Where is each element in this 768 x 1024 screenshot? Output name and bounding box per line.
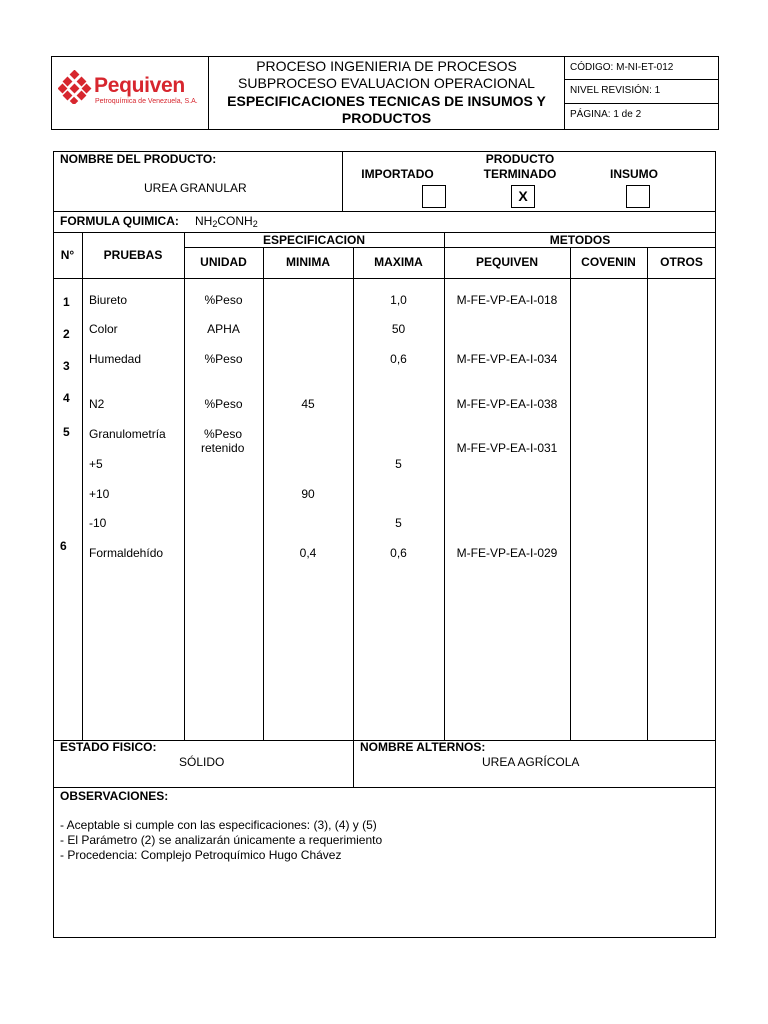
estado-fisico-label: ESTADO FISICO: [60, 740, 157, 754]
insumo-label: INSUMO [610, 167, 658, 181]
row-unidad: %Peso [204, 397, 243, 411]
observacion-item: - Aceptable si cumple con las especificaciones: (3), (4) y (5) [60, 818, 377, 832]
col-header-metodos: METODOS [549, 233, 611, 247]
row-number: 2 [63, 327, 70, 341]
insumo-checkbox [626, 185, 650, 208]
logo-diamond-icon [58, 70, 92, 104]
company-logo [58, 70, 204, 110]
observaciones-top-line [53, 787, 716, 788]
formula-part-1: NH [195, 214, 213, 228]
nombre-alternos-value: UREA AGRÍCOLA [482, 755, 580, 769]
formula-top-line [53, 211, 716, 212]
row-metodo: M-FE-VP-EA-I-034 [456, 352, 558, 366]
row-minima: 45 [301, 397, 315, 411]
logo-tagline: Petroquímica de Venezuela, S.A. [95, 98, 198, 105]
header-divider-right [564, 56, 565, 130]
col-header-pequiven: PEQUIVEN [475, 255, 538, 269]
importado-checkbox [422, 185, 446, 208]
col-line-pequiven [570, 247, 571, 740]
col-line-pruebas [184, 232, 185, 740]
page-number: PÁGINA: 1 de 2 [570, 109, 642, 120]
col-header-maxima: MAXIMA [374, 255, 423, 269]
row-number: 5 [63, 425, 70, 439]
row-prueba: Formaldehído [89, 546, 164, 560]
col-header-pruebas: PRUEBAS [103, 248, 163, 262]
header-title-line-2: SUBPROCESO EVALUACION OPERACIONAL [238, 75, 535, 91]
importado-label: IMPORTADO [361, 167, 434, 181]
header-title-line-3: ESPECIFICACIONES TECNICAS DE INSUMOS Y [227, 93, 546, 109]
row-unidad: APHA [207, 322, 240, 336]
header-title-line-1: PROCESO INGENIERIA DE PROCESOS [256, 58, 517, 74]
observacion-item: - Procedencia: Complejo Petroquímico Hugo Chávez [60, 848, 342, 862]
col-line-n [82, 232, 83, 740]
row-unidad-line-2: retenido [201, 441, 245, 455]
row-prueba: -10 [89, 516, 107, 530]
row-prueba: N2 [89, 397, 105, 411]
product-divider [342, 151, 343, 211]
producto-terminado-label-2: TERMINADO [483, 167, 557, 181]
header-row-line-2 [564, 103, 719, 104]
formula-sub-1: 2 [212, 219, 218, 229]
row-prueba: Color [89, 322, 118, 336]
formula-sub-2: 2 [252, 219, 258, 229]
observaciones-label: OBSERVACIONES: [60, 789, 169, 803]
row-maxima: 50 [391, 322, 406, 336]
row-minima: 90 [301, 487, 315, 501]
col-line-minima [353, 247, 354, 740]
col-header-especificacion: ESPECIFICACION [262, 233, 365, 247]
col-header-minima: MINIMA [286, 255, 330, 269]
row-unidad: %Peso [204, 352, 243, 366]
product-name-value: UREA GRANULAR [144, 181, 247, 195]
row-unidad: %Peso [204, 293, 243, 307]
row-metodo: M-FE-VP-EA-I-038 [456, 397, 558, 411]
col-header-unidad: UNIDAD [200, 255, 247, 269]
observacion-item: - El Parámetro (2) se analizarán únicamente a requerimiento [60, 833, 383, 847]
row-maxima: 0,6 [390, 352, 407, 366]
row-number: 3 [63, 359, 70, 373]
header-title-line-4: PRODUCTOS [341, 110, 432, 126]
estado-divider [353, 740, 354, 787]
col-line-maxima [444, 232, 445, 740]
logo-wordmark: Pequiven [94, 74, 185, 97]
document-code: CÓDIGO: M-NI-ET-012 [570, 62, 674, 73]
row-metodo: M-FE-VP-EA-I-031 [456, 441, 558, 455]
formula-part-2: CONH [217, 214, 253, 228]
row-maxima: 0,6 [390, 546, 407, 560]
nombre-alternos-label: NOMBRE ALTERNOS: [360, 740, 486, 754]
row-maxima: 1,0 [390, 293, 407, 307]
col-header-otros: OTROS [660, 255, 703, 269]
row-metodo: M-FE-VP-EA-I-018 [456, 293, 558, 307]
row-maxima: 5 [395, 457, 402, 471]
row-number: 4 [63, 391, 70, 405]
producto-terminado-label-1: PRODUCTO [485, 152, 555, 166]
product-name-label: NOMBRE DEL PRODUCTO: [60, 152, 217, 166]
row-prueba: +5 [89, 457, 103, 471]
formula-label: FORMULA QUIMICA: [60, 214, 179, 228]
revision-level: NIVEL REVISIÓN: 1 [570, 85, 661, 96]
table-header-bottom-line [53, 278, 716, 279]
row-prueba: +10 [89, 487, 110, 501]
row-prueba: Humedad [89, 352, 142, 366]
producto-terminado-checkbox: X [511, 185, 535, 208]
col-header-n: N° [60, 248, 75, 262]
row-maxima: 5 [395, 516, 402, 530]
estado-fisico-value: SÓLIDO [179, 755, 225, 769]
row-unidad-line-1: %Peso [204, 427, 243, 441]
row-metodo: M-FE-VP-EA-I-029 [456, 546, 558, 560]
col-line-covenin [647, 247, 648, 740]
row-prueba: Biureto [89, 293, 128, 307]
row-minima: 0,4 [299, 546, 317, 560]
col-header-covenin: COVENIN [581, 255, 636, 269]
formula-value [195, 214, 258, 229]
header-row-line-1 [564, 79, 719, 80]
row-prueba: Granulometría [89, 427, 166, 441]
row-number: 6 [60, 539, 67, 553]
row-number: 1 [63, 295, 70, 309]
